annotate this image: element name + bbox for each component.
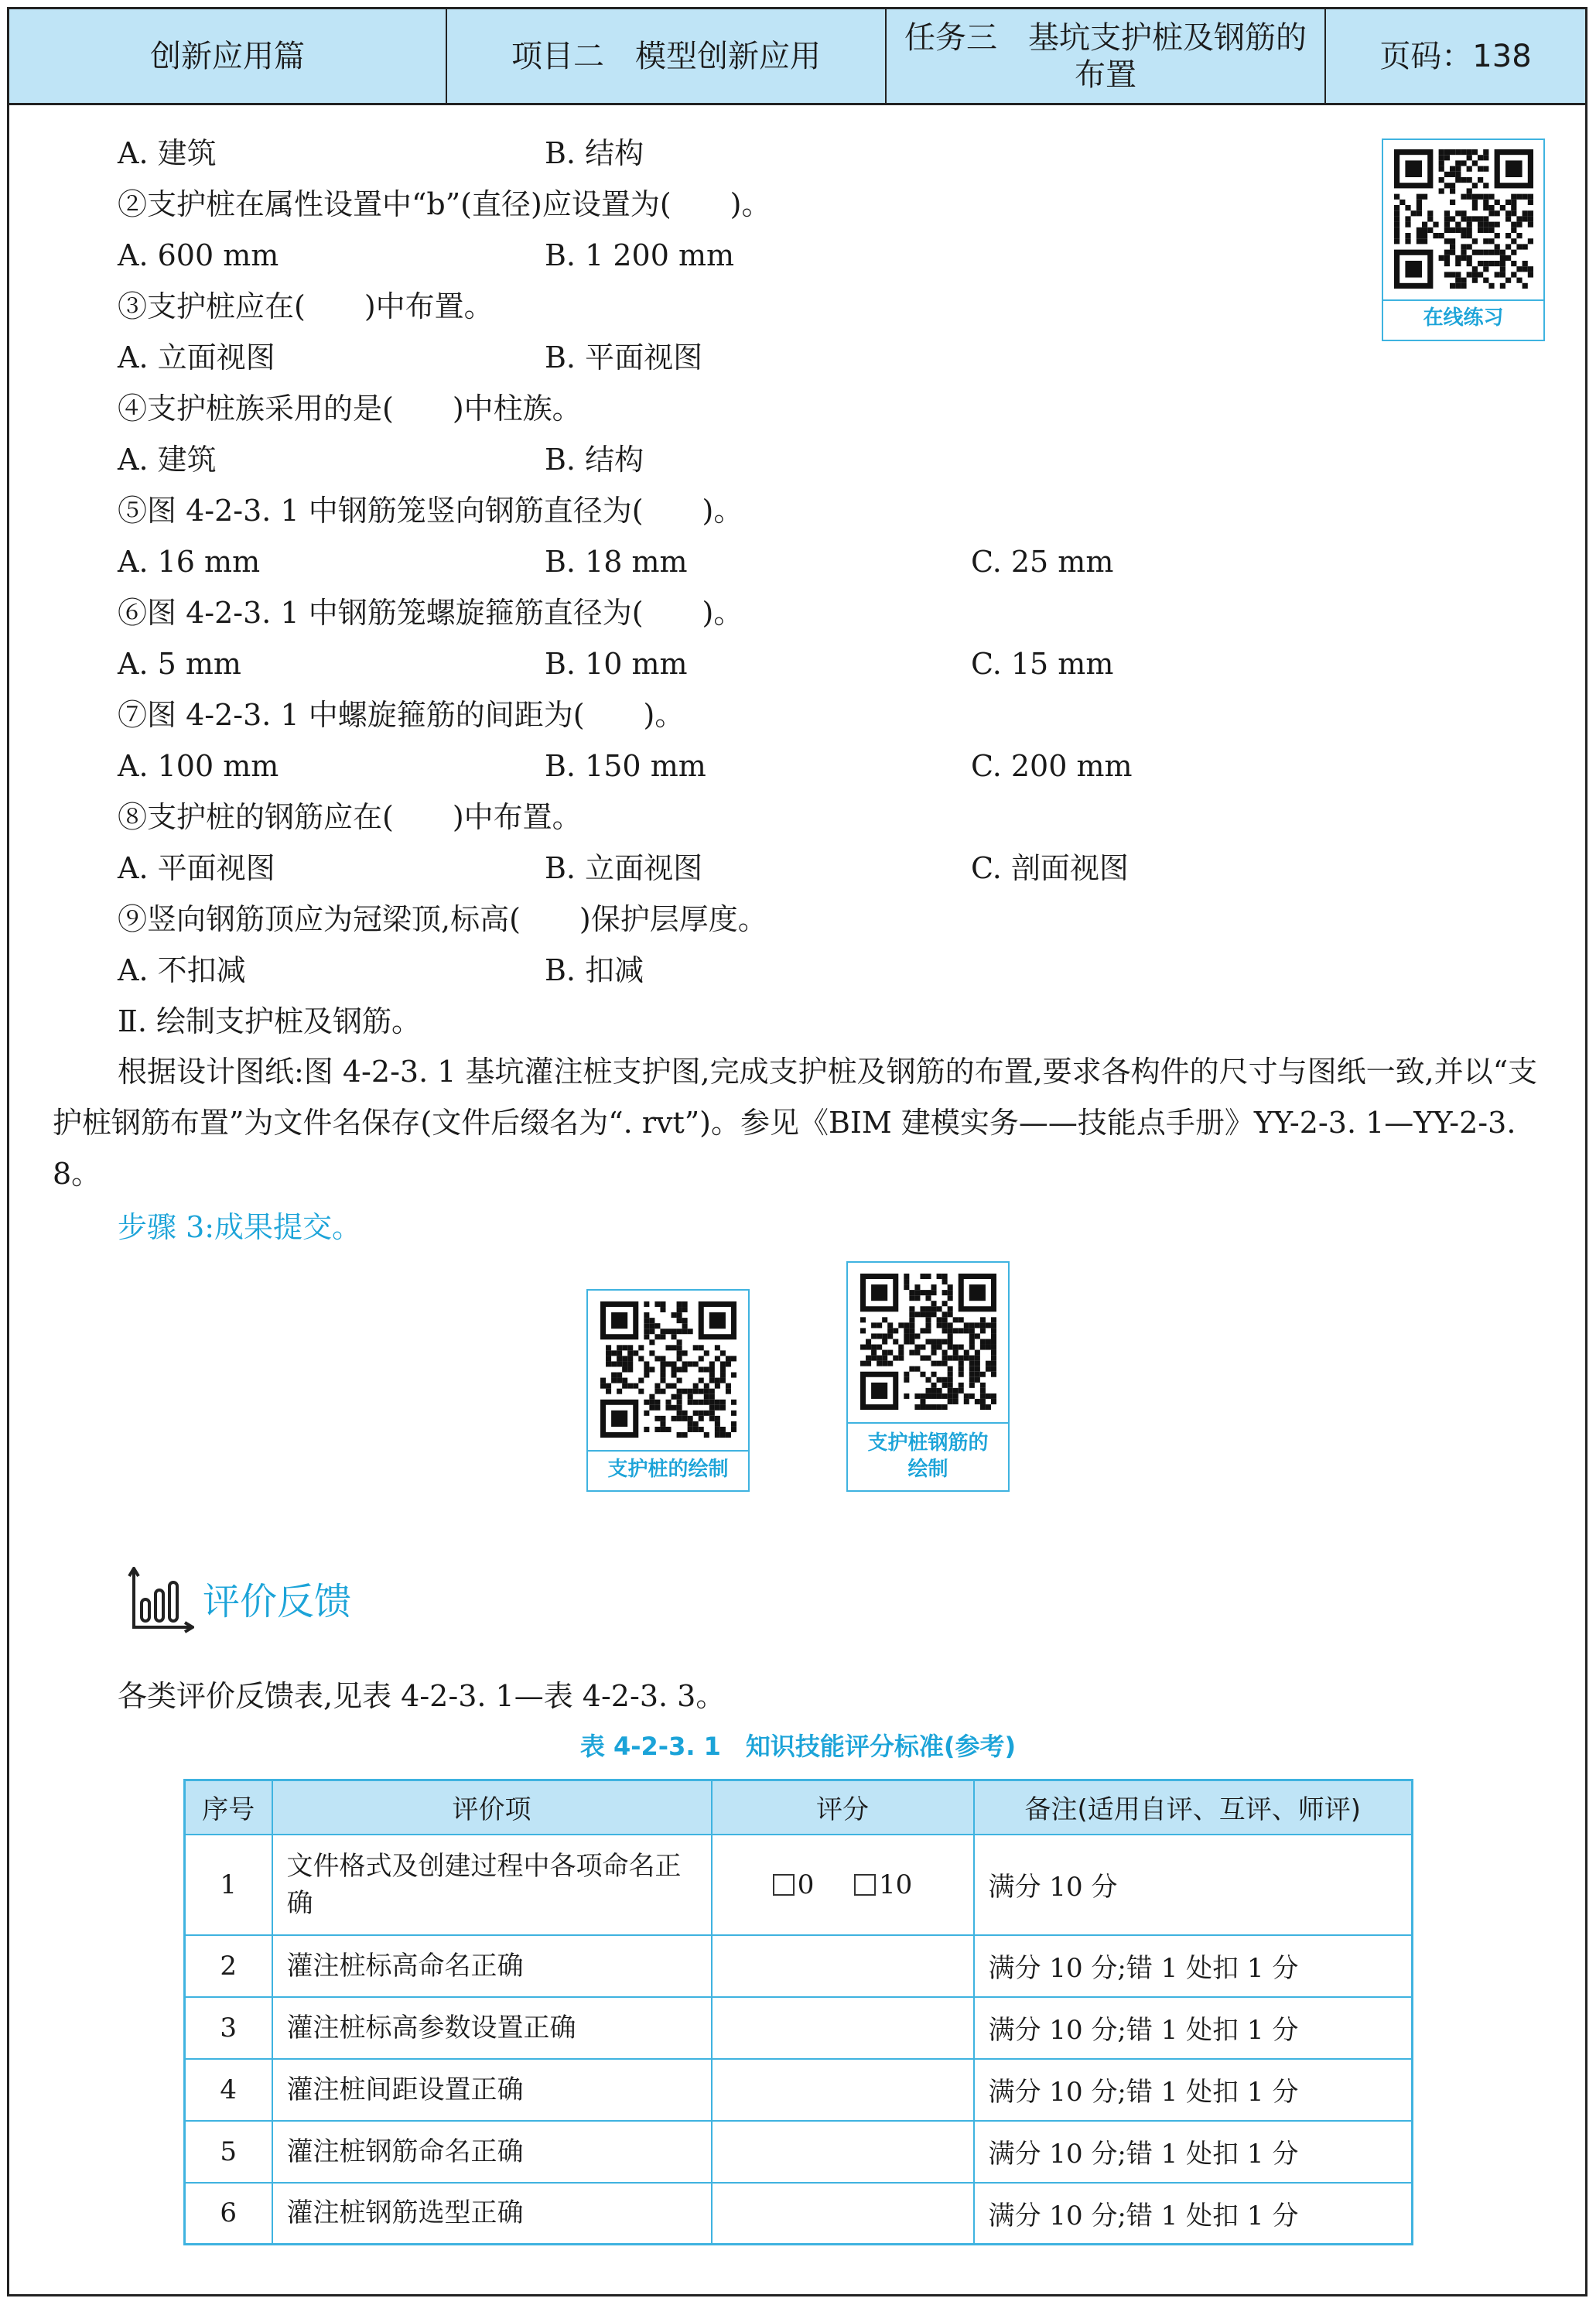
row-no: 2 <box>185 1935 272 1997</box>
table-row <box>185 1835 1413 1935</box>
row-no: 3 <box>185 1997 272 2059</box>
option: A. 600 mm <box>118 238 279 272</box>
option: A. 16 mm <box>118 545 261 579</box>
row-no: 5 <box>185 2121 272 2183</box>
feedback-title: 评价反馈 <box>203 1580 352 1623</box>
row-score <box>712 2059 974 2121</box>
part2-paragraph-text: 根据设计图纸:图 4-2-3. 1 基坑灌注桩支护图,完成支护桩及钢筋的布置,要求各构件的尺寸与图纸一致,并以“支护桩钢筋布置”为文件名保存(文件后缀名为“. rvt”)。参见《BIM 建模实务——技能点手册》YY-2-3. 1—YY-2-3. 8。 <box>53 1055 1538 1191</box>
qr-online-practice[interactable] <box>1382 139 1545 341</box>
option: A. 不扣减 <box>118 953 246 987</box>
row-score <box>712 1835 974 1935</box>
question-prompt: ④支护桩族采用的是( )中柱族。 <box>118 392 582 426</box>
row-note: 满分 10 分;错 1 处扣 1 分 <box>974 1997 1413 2059</box>
option: B. 结构 <box>545 136 644 170</box>
option: A. 100 mm <box>118 749 279 783</box>
option: A. 建筑 <box>118 443 217 477</box>
row-note: 满分 10 分;错 1 处扣 1 分 <box>974 2059 1413 2121</box>
option: B. 10 mm <box>545 647 688 681</box>
qr-rebar-drawing[interactable] <box>846 1261 1010 1492</box>
qr-caption-divider <box>1383 299 1543 301</box>
option: A. 平面视图 <box>118 851 275 885</box>
step3-heading: 步骤 3:成果提交。 <box>118 1210 362 1244</box>
header-project: 项目二 模型创新应用 <box>447 9 887 103</box>
option: B. 扣减 <box>545 953 644 987</box>
row-note: 满分 10 分;错 1 处扣 1 分 <box>974 2183 1413 2245</box>
option: B. 150 mm <box>545 749 706 783</box>
question-prompt: ⑥图 4-2-3. 1 中钢筋笼螺旋箍筋直径为( )。 <box>118 596 743 630</box>
row-score <box>712 2121 974 2183</box>
row-item: 灌注桩标高命名正确 <box>272 1935 712 1997</box>
qr-caption-divider <box>588 1450 748 1452</box>
qr-caption: 在线练习 <box>1423 306 1504 330</box>
row-note: 满分 10 分;错 1 处扣 1 分 <box>974 2121 1413 2183</box>
table-row <box>185 1935 1413 1997</box>
col-header-no: 序号 <box>185 1780 272 1835</box>
table-caption: 表 4-2-3. 1 知识技能评分标准(参考) <box>579 1732 1017 1761</box>
page-header <box>9 9 1585 105</box>
table-row <box>185 2183 1413 2245</box>
header-section: 创新应用篇 <box>9 9 447 103</box>
option: A. 5 mm <box>118 647 241 681</box>
question-prompt: ③支护桩应在( )中布置。 <box>118 289 494 323</box>
row-item: 文件格式及创建过程中各项命名正确 <box>272 1835 712 1935</box>
option: C. 剖面视图 <box>971 851 1129 885</box>
table-header-row <box>185 1780 1413 1835</box>
option: A. 建筑 <box>118 136 217 170</box>
qr-code-icon <box>860 1274 996 1410</box>
row-no: 4 <box>185 2059 272 2121</box>
scoring-table <box>183 1779 1413 2245</box>
option: B. 18 mm <box>545 545 688 579</box>
question-prompt: ⑨竖向钢筋顶应为冠梁顶,标高( )保护层厚度。 <box>118 902 767 936</box>
row-score <box>712 2183 974 2245</box>
score-option: 0 <box>797 1869 815 1900</box>
bar-chart-icon <box>128 1567 194 1633</box>
qr-code-icon <box>1394 149 1533 289</box>
qr-caption-divider <box>848 1422 1008 1424</box>
header-task-label: 任务三 基坑支护桩及钢筋的布置 <box>904 19 1307 93</box>
option: B. 1 200 mm <box>545 238 735 272</box>
qr-caption: 支护桩钢筋的绘制 <box>867 1431 989 1481</box>
score-checkbox[interactable] <box>854 1874 876 1896</box>
feedback-intro: 各类评价反馈表,见表 4-2-3. 1—表 4-2-3. 3。 <box>118 1679 726 1713</box>
row-score <box>712 1997 974 2059</box>
option: B. 立面视图 <box>545 851 703 885</box>
col-header-score: 评分 <box>712 1780 974 1835</box>
table-row <box>185 1997 1413 2059</box>
part2-paragraph <box>53 1046 1546 1199</box>
row-item: 灌注桩钢筋选型正确 <box>272 2183 712 2245</box>
col-header-note: 备注(适用自评、互评、师评) <box>974 1780 1413 1835</box>
option: B. 平面视图 <box>545 340 703 374</box>
row-note: 满分 10 分;错 1 处扣 1 分 <box>974 1935 1413 1997</box>
option: A. 立面视图 <box>118 340 275 374</box>
header-task <box>887 9 1326 103</box>
row-score <box>712 1935 974 1997</box>
score-option: 10 <box>879 1869 913 1900</box>
row-no: 1 <box>185 1835 272 1935</box>
qr-pile-drawing[interactable] <box>586 1289 750 1492</box>
question-prompt: ⑤图 4-2-3. 1 中钢筋笼竖向钢筋直径为( )。 <box>118 494 743 528</box>
row-note: 满分 10 分 <box>974 1835 1413 1935</box>
row-item: 灌注桩标高参数设置正确 <box>272 1997 712 2059</box>
option: C. 200 mm <box>971 749 1133 783</box>
table-row <box>185 2121 1413 2183</box>
table-row <box>185 2059 1413 2121</box>
header-page: 页码：138 <box>1379 38 1532 74</box>
col-header-item: 评价项 <box>272 1780 712 1835</box>
option: C. 25 mm <box>971 545 1114 579</box>
row-no: 6 <box>185 2183 272 2245</box>
score-checkbox[interactable] <box>773 1874 795 1896</box>
option: B. 结构 <box>545 443 644 477</box>
part2-title: Ⅱ. 绘制支护桩及钢筋。 <box>118 1004 421 1038</box>
question-prompt: ⑧支护桩的钢筋应在( )中布置。 <box>118 800 582 834</box>
qr-code-icon <box>600 1301 736 1438</box>
question-prompt: ⑦图 4-2-3. 1 中螺旋箍筋的间距为( )。 <box>118 698 685 732</box>
row-item: 灌注桩钢筋命名正确 <box>272 2121 712 2183</box>
row-item: 灌注桩间距设置正确 <box>272 2059 712 2121</box>
qr-caption: 支护桩的绘制 <box>607 1458 729 1481</box>
question-prompt: ②支护桩在属性设置中“b”(直径)应设置为( )。 <box>118 187 771 221</box>
option: C. 15 mm <box>971 647 1114 681</box>
